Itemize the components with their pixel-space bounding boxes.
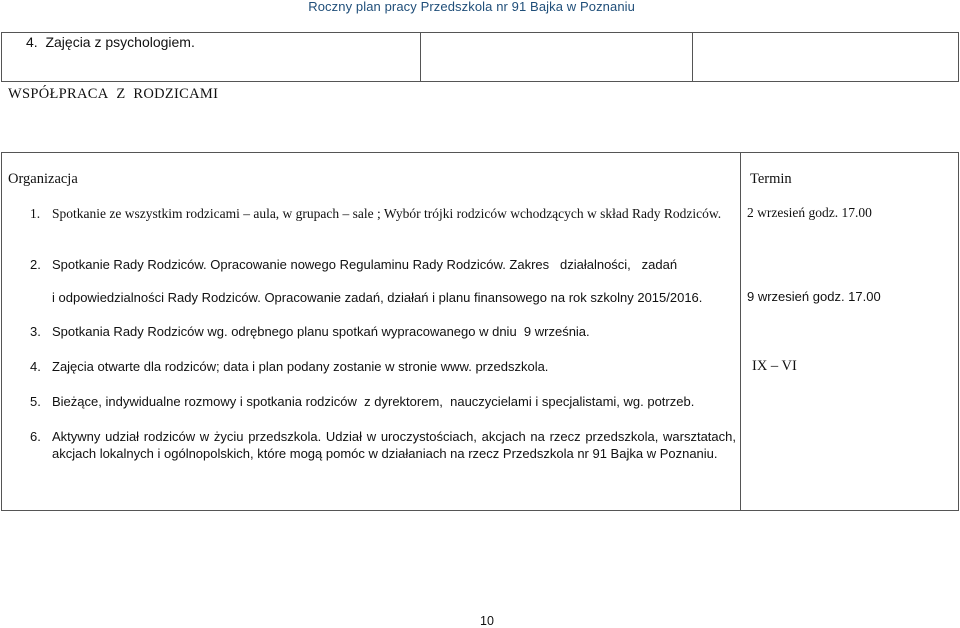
term-cell: 2 wrzesień godz. 17.00	[747, 205, 872, 220]
row-number: 4.	[30, 359, 41, 374]
section-title: WSPÓŁPRACA Z RODZICAMI	[8, 86, 219, 102]
page-number: 10	[480, 614, 494, 628]
row-number: 6.	[30, 429, 41, 444]
row-number: 5.	[30, 394, 41, 409]
row-number: 1.	[30, 206, 41, 221]
term-cell: 9 wrzesień godz. 17.00	[747, 289, 881, 304]
table-row-text: Spotkania Rady Rodziców wg. odrębnego planu spotkań wypracowanego w dniu 9 września.	[52, 324, 590, 339]
list-item: 4. Zajęcia z psychologiem.	[26, 34, 195, 50]
row-number: 3.	[30, 324, 41, 339]
table-row-text: Aktywny udział rodziców w życiu przedszkola. Udział w uroczystościach, akcjach na rzecz przedszkola, warsztatach, akcjach lokalnych i ogólnopolskich, które mogą pomóc w działaniach na rzecz Przedszkola nr 91 Bajka w Poznaniu.	[52, 429, 736, 461]
row-number: 2.	[30, 257, 41, 272]
table-row-text: Zajęcia otwarte dla rodziców; data i plan podany zostanie w stronie www. przedszkola.	[52, 359, 549, 374]
table-divider	[692, 33, 693, 81]
term-cell: IX – VI	[752, 358, 797, 374]
table-divider	[740, 153, 741, 510]
table-row-text: Spotkanie Rady Rodziców. Opracowanie nowego Regulaminu Rady Rodziców. Zakres działalności, zadań	[52, 257, 678, 272]
column-header-organization: Organizacja	[8, 171, 78, 187]
column-header-term: Termin	[750, 171, 792, 187]
table-row-text: i odpowiedzialności Rady Rodziców. Opracowanie zadań, działań i planu finansowego na rok szkolny 2015/2016.	[52, 290, 703, 305]
table-divider	[420, 33, 421, 81]
table-row-text: Spotkanie ze wszystkim rodzicami – aula, w grupach – sale ; Wybór trójki rodziców wchodzących w skład Rady Rodziców.	[52, 206, 722, 221]
table-row-text: Bieżące, indywidualne rozmowy i spotkania rodziców z dyrektorem, nauczycielami i specjalistami, wg. potrzeb.	[52, 394, 695, 409]
document-header: Roczny plan pracy Przedszkola nr 91 Bajka w Poznaniu	[308, 0, 635, 14]
